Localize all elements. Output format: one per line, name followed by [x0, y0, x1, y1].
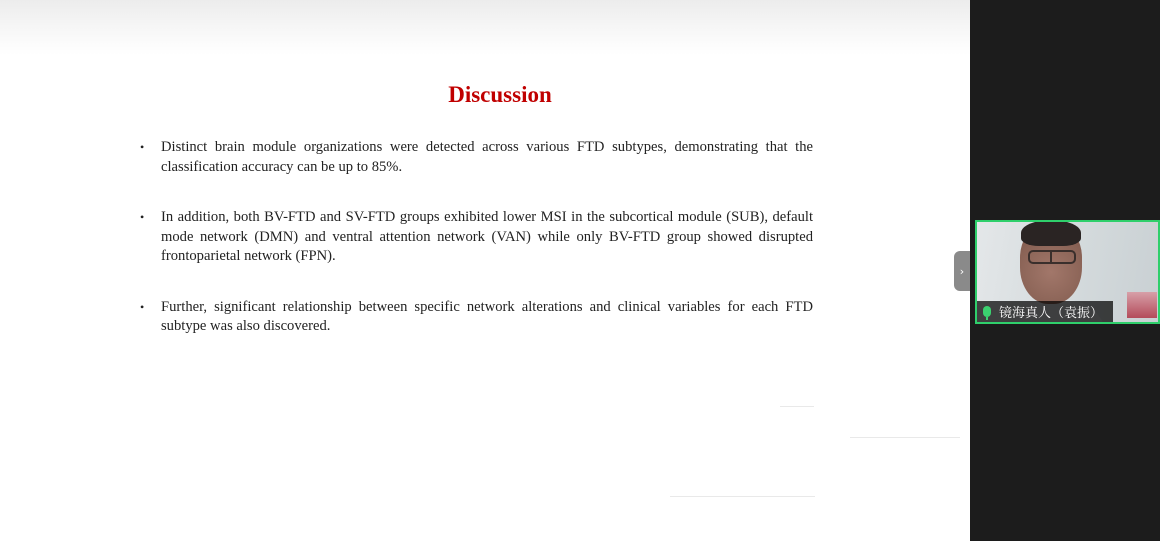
- participant-hair: [1021, 220, 1081, 246]
- bullet-icon: •: [140, 140, 145, 154]
- mic-icon: [983, 306, 991, 317]
- list-item: [140, 208, 813, 267]
- divider: [670, 496, 815, 497]
- bullet-text: In addition, both BV-FTD and SV-FTD groups exhibited lower MSI in the subcortical module (SUB), default mode network (DMN) and ventral attention network (VAN) while only BV-FTD group showed disrupted frontoparietal network (FPN).: [161, 209, 813, 264]
- participant-name-bar: [977, 301, 1113, 322]
- divider: [780, 406, 814, 407]
- slide-title: Discussion: [448, 82, 552, 107]
- divider: [850, 437, 960, 438]
- list-item: [140, 298, 813, 337]
- list-item: [140, 138, 813, 177]
- background-object: [1127, 292, 1157, 318]
- bullet-icon: •: [140, 210, 145, 224]
- bullet-list: [140, 138, 813, 337]
- participant-name: 镜海真人（袁振）: [999, 306, 1104, 321]
- bullet-icon: •: [140, 299, 145, 314]
- participant-video-tile[interactable]: [975, 220, 1160, 324]
- glasses-icon: [1028, 250, 1076, 264]
- chevron-right-icon[interactable]: ›: [954, 251, 970, 291]
- bullet-text: Distinct brain module organizations were detected across various FTD subtypes, demonstrating that the classification accuracy can be up to 85%.: [161, 139, 813, 175]
- bullet-text: Further, significant relationship between specific network alterations and clinical variables for each FTD subtype was also discovered.: [161, 298, 813, 334]
